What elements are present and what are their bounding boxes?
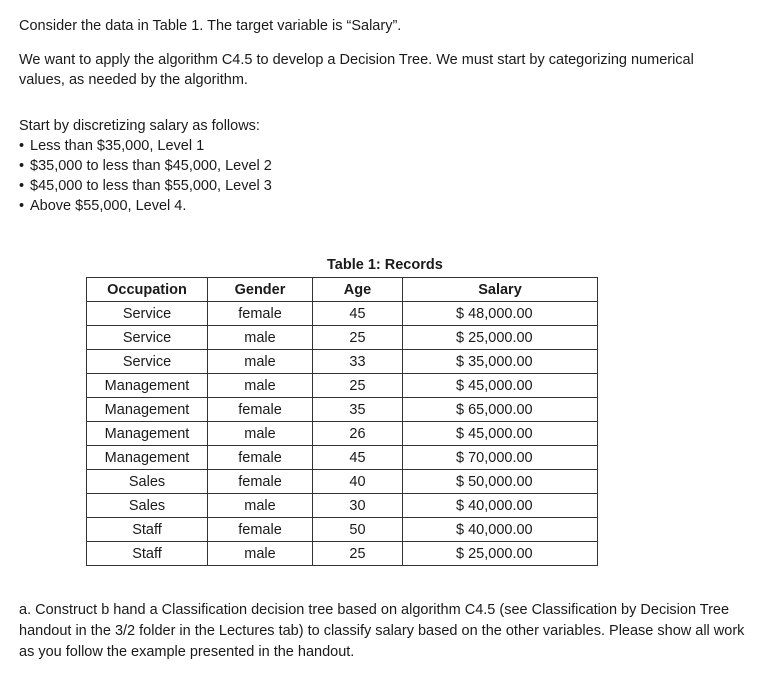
table-caption: Table 1: Records [327, 257, 443, 273]
cell-salary [403, 494, 598, 518]
cell-salary [403, 542, 598, 566]
cell-age: 30 [313, 494, 403, 518]
cell-salary [403, 326, 598, 350]
cell-gender: female [208, 470, 313, 494]
cell-salary [403, 350, 598, 374]
header-salary: Salary [403, 278, 598, 302]
cell-salary [403, 518, 598, 542]
salary-value: $ 40,000.00 [456, 521, 533, 538]
table-row [87, 494, 598, 518]
cell-age: 26 [313, 422, 403, 446]
cell-occupation: Management [87, 398, 208, 422]
cell-salary [403, 374, 598, 398]
level-item: • $35,000 to less than $45,000, Level 2 [19, 156, 272, 176]
table-row [87, 446, 598, 470]
table-row [87, 422, 598, 446]
table-header-row [87, 278, 598, 302]
header-occupation: Occupation [87, 278, 208, 302]
salary-value: $ 40,000.00 [456, 497, 533, 514]
intro-text: Consider the data in Table 1. The target variable is “Salary”. [19, 18, 402, 34]
records-table [86, 277, 598, 566]
cell-salary [403, 302, 598, 326]
cell-age: 45 [313, 302, 403, 326]
salary-value: $ 35,000.00 [456, 353, 533, 370]
cell-age: 50 [313, 518, 403, 542]
level-item: • Less than $35,000, Level 1 [19, 136, 272, 156]
table-row [87, 326, 598, 350]
cell-occupation: Service [87, 350, 208, 374]
table-row [87, 374, 598, 398]
table-body [87, 302, 598, 566]
cell-gender: male [208, 326, 313, 350]
cell-age: 33 [313, 350, 403, 374]
cell-salary [403, 422, 598, 446]
salary-value: $ 25,000.00 [456, 329, 533, 346]
discretization-title: Start by discretizing salary as follows: [19, 118, 260, 134]
question-text: a. Construct b hand a Classification decision tree based on algorithm C4.5 (see Classification by Decision Tree handout in the 3/2 folder in the Lectures tab) to classify salary based on the other variables. Please show all work as you follow the example presented in the handout. [19, 602, 745, 660]
discretization-list [19, 136, 272, 216]
header-age: Age [313, 278, 403, 302]
cell-occupation: Service [87, 302, 208, 326]
cell-salary [403, 446, 598, 470]
cell-age: 25 [313, 326, 403, 350]
cell-gender: male [208, 350, 313, 374]
cell-age: 45 [313, 446, 403, 470]
header-gender: Gender [208, 278, 313, 302]
salary-value: $ 65,000.00 [456, 401, 533, 418]
cell-salary [403, 470, 598, 494]
cell-gender: male [208, 374, 313, 398]
cell-gender: male [208, 542, 313, 566]
salary-value: $ 48,000.00 [456, 305, 533, 322]
salary-value: $ 45,000.00 [456, 377, 533, 394]
level-item: • Above $55,000, Level 4. [19, 196, 272, 216]
salary-value: $ 25,000.00 [456, 545, 533, 562]
cell-salary [403, 398, 598, 422]
table-row [87, 350, 598, 374]
salary-value: $ 50,000.00 [456, 473, 533, 490]
cell-gender: female [208, 398, 313, 422]
cell-occupation: Management [87, 422, 208, 446]
cell-gender: male [208, 494, 313, 518]
table-row [87, 470, 598, 494]
goal-paragraph: We want to apply the algorithm C4.5 to develop a Decision Tree. We must start by categorizing numerical values, as needed by the algorithm. [19, 52, 694, 88]
table-row [87, 398, 598, 422]
cell-age: 40 [313, 470, 403, 494]
table-row [87, 518, 598, 542]
cell-occupation: Management [87, 374, 208, 398]
table-row [87, 302, 598, 326]
cell-age: 25 [313, 374, 403, 398]
cell-occupation: Sales [87, 470, 208, 494]
cell-age: 25 [313, 542, 403, 566]
cell-occupation: Sales [87, 494, 208, 518]
cell-occupation: Staff [87, 518, 208, 542]
cell-age: 35 [313, 398, 403, 422]
cell-occupation: Staff [87, 542, 208, 566]
cell-gender: male [208, 422, 313, 446]
table-row [87, 542, 598, 566]
level-item: • $45,000 to less than $55,000, Level 3 [19, 176, 272, 196]
cell-gender: female [208, 518, 313, 542]
salary-value: $ 45,000.00 [456, 425, 533, 442]
salary-value: $ 70,000.00 [456, 449, 533, 466]
cell-occupation: Service [87, 326, 208, 350]
cell-gender: female [208, 302, 313, 326]
cell-gender: female [208, 446, 313, 470]
cell-occupation: Management [87, 446, 208, 470]
